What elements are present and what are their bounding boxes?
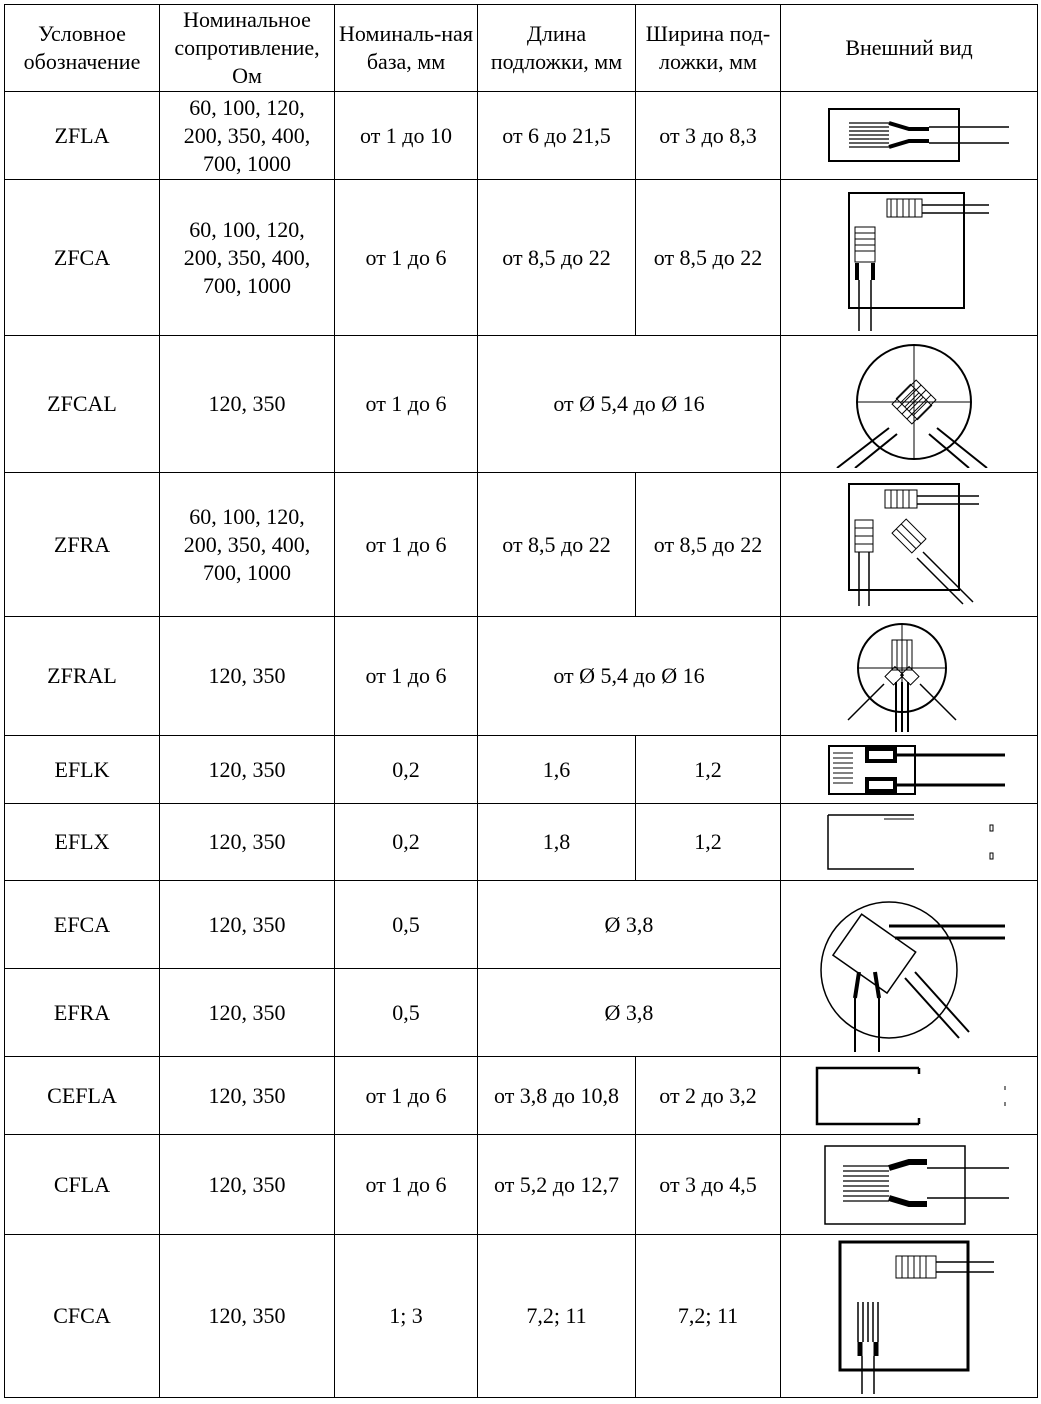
length-cell: 7,2; 11 bbox=[478, 1235, 636, 1398]
diameter-cell: Ø 3,8 bbox=[478, 969, 781, 1057]
length-cell: от 8,5 до 22 bbox=[478, 180, 636, 336]
designation-cell: ZFLA bbox=[5, 92, 160, 180]
width-cell: от 8,5 до 22 bbox=[636, 180, 781, 336]
resistance-cell: 120, 350 bbox=[160, 336, 335, 473]
resistance-cell: 60, 100, 120, 200, 350, 400, 700, 1000 bbox=[160, 473, 335, 617]
substrate-outline-icon bbox=[809, 1062, 1009, 1130]
base-cell: 0,2 bbox=[335, 804, 478, 881]
appearance-cell bbox=[781, 1057, 1038, 1135]
width-cell: от 8,5 до 22 bbox=[636, 473, 781, 617]
width-cell: от 3 до 4,5 bbox=[636, 1135, 781, 1235]
resistance-cell: 60, 100, 120, 200, 350, 400, 700, 1000 bbox=[160, 92, 335, 180]
triaxial-rosette-icon bbox=[839, 478, 979, 612]
base-cell: от 1 до 6 bbox=[335, 180, 478, 336]
header-width: Ширина под-ложки, мм bbox=[636, 5, 781, 92]
base-cell: 0,2 bbox=[335, 736, 478, 804]
designation-cell: CFCA bbox=[5, 1235, 160, 1398]
table-row bbox=[5, 336, 1038, 473]
appearance-cell bbox=[781, 617, 1038, 736]
table-row bbox=[5, 1135, 1038, 1235]
table-row bbox=[5, 736, 1038, 804]
designation-cell: CEFLA bbox=[5, 1057, 160, 1135]
micro-gauge-outline-icon bbox=[814, 809, 1004, 875]
resistance-cell: 60, 100, 120, 200, 350, 400, 700, 1000 bbox=[160, 180, 335, 336]
length-cell: от 5,2 до 12,7 bbox=[478, 1135, 636, 1235]
length-cell: 1,8 bbox=[478, 804, 636, 881]
table-row bbox=[5, 473, 1038, 617]
length-cell: от 6 до 21,5 bbox=[478, 92, 636, 180]
base-cell: от 1 до 6 bbox=[335, 617, 478, 736]
designation-cell: ZFRA bbox=[5, 473, 160, 617]
designation-cell: CFLA bbox=[5, 1135, 160, 1235]
resistance-cell: 120, 350 bbox=[160, 1235, 335, 1398]
designation-cell: ZFCA bbox=[5, 180, 160, 336]
width-cell: от 3 до 8,3 bbox=[636, 92, 781, 180]
width-cell: 7,2; 11 bbox=[636, 1235, 781, 1398]
designation-cell: ZFCAL bbox=[5, 336, 160, 473]
base-cell: от 1 до 6 bbox=[335, 1135, 478, 1235]
appearance-cell bbox=[781, 180, 1038, 336]
table-row bbox=[5, 180, 1038, 336]
header-designation: Условное обозначение bbox=[5, 5, 160, 92]
base-cell: от 1 до 6 bbox=[335, 336, 478, 473]
diameter-cell: от Ø 5,4 до Ø 16 bbox=[478, 617, 781, 736]
appearance-cell bbox=[781, 736, 1038, 804]
micro-rosette-icon bbox=[809, 886, 1009, 1052]
designation-cell: ZFRAL bbox=[5, 617, 160, 736]
resistance-cell: 120, 350 bbox=[160, 881, 335, 969]
base-cell: 0,5 bbox=[335, 881, 478, 969]
designation-cell: EFLK bbox=[5, 736, 160, 804]
header-row bbox=[5, 5, 1038, 92]
biaxial-tee-rosette-icon bbox=[824, 1238, 994, 1394]
linear-gauge-icon bbox=[809, 1140, 1009, 1230]
table-row bbox=[5, 1057, 1038, 1135]
linear-gauge-icon bbox=[809, 101, 1009, 171]
table-row bbox=[5, 804, 1038, 881]
appearance-cell bbox=[781, 1135, 1038, 1235]
appearance-cell bbox=[781, 804, 1038, 881]
designation-cell: EFCA bbox=[5, 881, 160, 969]
resistance-cell: 120, 350 bbox=[160, 969, 335, 1057]
header-appearance: Внешний вид bbox=[781, 5, 1038, 92]
header-base: Номиналь-ная база, мм bbox=[335, 5, 478, 92]
width-cell: 1,2 bbox=[636, 804, 781, 881]
resistance-cell: 120, 350 bbox=[160, 1135, 335, 1235]
appearance-cell bbox=[781, 1235, 1038, 1398]
resistance-cell: 120, 350 bbox=[160, 1057, 335, 1135]
round-biaxial-rosette-icon bbox=[819, 340, 999, 468]
designation-cell: EFRA bbox=[5, 969, 160, 1057]
resistance-cell: 120, 350 bbox=[160, 617, 335, 736]
biaxial-tee-rosette-icon bbox=[829, 185, 989, 331]
base-cell: от 1 до 6 bbox=[335, 1057, 478, 1135]
strain-gauge-table bbox=[4, 4, 1038, 1398]
header-resistance: Номинальное сопротивление, Ом bbox=[160, 5, 335, 92]
header-length: Длина подложки, мм bbox=[478, 5, 636, 92]
base-cell: от 1 до 10 bbox=[335, 92, 478, 180]
length-cell: от 8,5 до 22 bbox=[478, 473, 636, 617]
appearance-cell bbox=[781, 473, 1038, 617]
base-cell: от 1 до 6 bbox=[335, 473, 478, 617]
length-cell: от 3,8 до 10,8 bbox=[478, 1057, 636, 1135]
table-row bbox=[5, 881, 1038, 969]
diameter-cell: Ø 3,8 bbox=[478, 881, 781, 969]
table-row bbox=[5, 617, 1038, 736]
designation-cell: EFLX bbox=[5, 804, 160, 881]
table-row bbox=[5, 1235, 1038, 1398]
micro-linear-gauge-icon bbox=[809, 741, 1009, 799]
base-cell: 0,5 bbox=[335, 969, 478, 1057]
appearance-cell bbox=[781, 881, 1038, 1057]
width-cell: от 2 до 3,2 bbox=[636, 1057, 781, 1135]
resistance-cell: 120, 350 bbox=[160, 736, 335, 804]
round-triaxial-rosette-icon bbox=[844, 620, 974, 732]
resistance-cell: 120, 350 bbox=[160, 804, 335, 881]
table-row bbox=[5, 92, 1038, 180]
appearance-cell bbox=[781, 336, 1038, 473]
width-cell: 1,2 bbox=[636, 736, 781, 804]
diameter-cell: от Ø 5,4 до Ø 16 bbox=[478, 336, 781, 473]
length-cell: 1,6 bbox=[478, 736, 636, 804]
base-cell: 1; 3 bbox=[335, 1235, 478, 1398]
appearance-cell bbox=[781, 92, 1038, 180]
